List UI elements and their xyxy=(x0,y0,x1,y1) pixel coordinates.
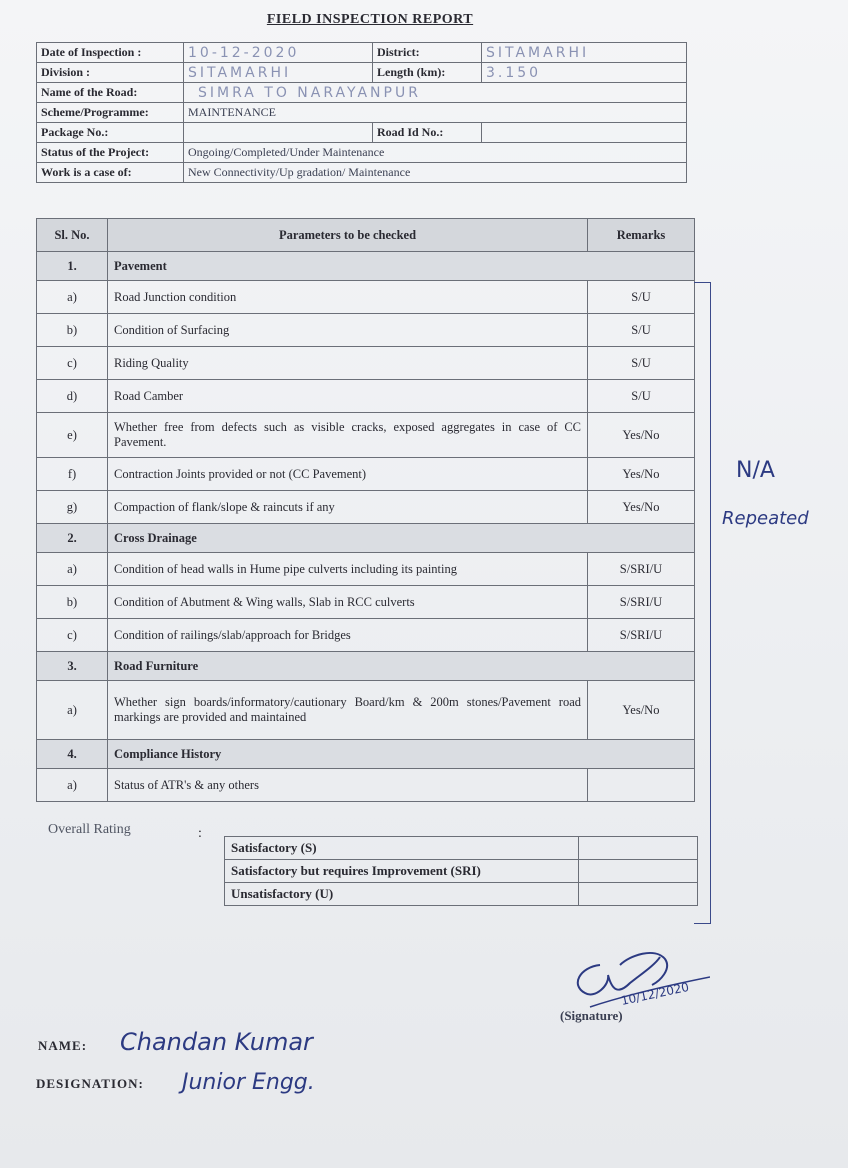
section-number: 4. xyxy=(37,740,108,769)
parameters-table xyxy=(36,218,695,802)
road-id-value xyxy=(482,123,687,143)
section-number: 3. xyxy=(37,652,108,681)
district-value: SITAMARHI xyxy=(482,43,687,63)
scheme-value: MAINTENANCE xyxy=(184,103,687,123)
scheme-label: Scheme/Programme: xyxy=(37,103,184,123)
signature-icon xyxy=(560,945,710,1015)
section-title: Compliance History xyxy=(108,740,695,769)
table-row xyxy=(37,769,695,802)
rating-row xyxy=(225,837,698,860)
name-value: Chandan Kumar xyxy=(120,1028,313,1056)
row-remark: S/U xyxy=(588,281,695,314)
rating-checkbox[interactable] xyxy=(579,883,698,906)
row-param: Condition of Surfacing xyxy=(108,314,588,347)
section-number: 1. xyxy=(37,252,108,281)
package-value xyxy=(184,123,373,143)
row-sl: a) xyxy=(37,281,108,314)
row-sl: c) xyxy=(37,619,108,652)
length-label: Length (km): xyxy=(373,63,482,83)
rating-table xyxy=(224,836,698,906)
rating-option: Unsatisfactory (U) xyxy=(225,883,579,906)
rating-option: Satisfactory (S) xyxy=(225,837,579,860)
row-remark: S/SRI/U xyxy=(588,553,695,586)
date-value: 10-12-2020 xyxy=(184,43,373,63)
row-remark: Yes/No xyxy=(588,413,695,458)
section-title: Pavement xyxy=(108,252,695,281)
road-name-label: Name of the Road: xyxy=(37,83,184,103)
row-remark xyxy=(588,769,695,802)
table-row xyxy=(37,619,695,652)
row-remark: Yes/No xyxy=(588,458,695,491)
designation-value: Junior Engg. xyxy=(182,1070,315,1095)
table-row xyxy=(37,314,695,347)
row-param: Whether free from defects such as visible cracks, exposed aggregates in case of CC Pavement. xyxy=(108,413,588,458)
row-sl: c) xyxy=(37,347,108,380)
row-sl: a) xyxy=(37,769,108,802)
row-sl: f) xyxy=(37,458,108,491)
status-value: Ongoing/Completed/Under Maintenance xyxy=(184,143,687,163)
division-value: SITAMARHI xyxy=(184,63,373,83)
row-remark: S/U xyxy=(588,314,695,347)
row-sl: b) xyxy=(37,586,108,619)
row-param: Status of ATR's & any others xyxy=(108,769,588,802)
row-param: Contraction Joints provided or not (CC Pavement) xyxy=(108,458,588,491)
rating-checkbox[interactable] xyxy=(579,837,698,860)
table-row xyxy=(37,586,695,619)
section-number: 2. xyxy=(37,524,108,553)
col-sl-header: Sl. No. xyxy=(37,219,108,252)
report-title: FIELD INSPECTION REPORT xyxy=(266,12,474,27)
table-row xyxy=(37,681,695,740)
row-param: Condition of head walls in Hume pipe culverts including its painting xyxy=(108,553,588,586)
row-sl: b) xyxy=(37,314,108,347)
table-row xyxy=(37,281,695,314)
work-label: Work is a case of: xyxy=(37,163,184,183)
row-remark: S/SRI/U xyxy=(588,586,695,619)
row-remark: Yes/No xyxy=(588,491,695,524)
row-param: Road Camber xyxy=(108,380,588,413)
row-remark: S/U xyxy=(588,347,695,380)
header-table xyxy=(36,42,687,183)
row-sl: g) xyxy=(37,491,108,524)
col-remarks-header: Remarks xyxy=(588,219,695,252)
row-sl: a) xyxy=(37,553,108,586)
signature-date: 10/12/2020 xyxy=(619,979,691,1008)
col-param-header: Parameters to be checked xyxy=(108,219,588,252)
rating-checkbox[interactable] xyxy=(579,860,698,883)
row-param: Whether sign boards/informatory/cautionary Board/km & 200m stones/Pavement road markings are provided and maintained xyxy=(108,681,588,740)
row-param: Road Junction condition xyxy=(108,281,588,314)
package-label: Package No.: xyxy=(37,123,184,143)
name-label: NAME: xyxy=(38,1038,88,1053)
overall-rating-label: Overall Rating xyxy=(48,822,131,837)
row-sl: e) xyxy=(37,413,108,458)
table-row xyxy=(37,458,695,491)
section-row xyxy=(37,524,695,553)
rating-row xyxy=(225,883,698,906)
section-row xyxy=(37,252,695,281)
section-row xyxy=(37,652,695,681)
overall-rating-colon: : xyxy=(198,826,202,841)
row-sl: d) xyxy=(37,380,108,413)
designation-label: DESIGNATION: xyxy=(36,1076,144,1091)
annotation-repeated: Repeated xyxy=(722,508,809,529)
row-param: Condition of railings/slab/approach for Bridges xyxy=(108,619,588,652)
section-title: Road Furniture xyxy=(108,652,695,681)
table-row xyxy=(37,491,695,524)
row-remark: Yes/No xyxy=(588,681,695,740)
length-value: 3.150 xyxy=(482,63,687,83)
table-row xyxy=(37,380,695,413)
status-label: Status of the Project: xyxy=(37,143,184,163)
division-label: Division : xyxy=(37,63,184,83)
handwritten-bracket xyxy=(694,282,711,924)
section-title: Cross Drainage xyxy=(108,524,695,553)
row-param: Compaction of flank/slope & raincuts if any xyxy=(108,491,588,524)
annotation-na: N/A xyxy=(736,458,775,483)
work-value: New Connectivity/Up gradation/ Maintenance xyxy=(184,163,687,183)
row-remark: S/U xyxy=(588,380,695,413)
rating-row xyxy=(225,860,698,883)
table-row xyxy=(37,413,695,458)
row-param: Condition of Abutment & Wing walls, Slab in RCC culverts xyxy=(108,586,588,619)
road-id-label: Road Id No.: xyxy=(373,123,482,143)
road-name-value: SIMRA TO NARAYANPUR xyxy=(184,83,687,103)
row-param: Riding Quality xyxy=(108,347,588,380)
section-row xyxy=(37,740,695,769)
rating-option: Satisfactory but requires Improvement (SRI) xyxy=(225,860,579,883)
row-sl: a) xyxy=(37,681,108,740)
signature-label: (Signature) xyxy=(560,1008,623,1023)
row-remark: S/SRI/U xyxy=(588,619,695,652)
table-row xyxy=(37,553,695,586)
table-row xyxy=(37,347,695,380)
district-label: District: xyxy=(373,43,482,63)
date-label: Date of Inspection : xyxy=(37,43,184,63)
